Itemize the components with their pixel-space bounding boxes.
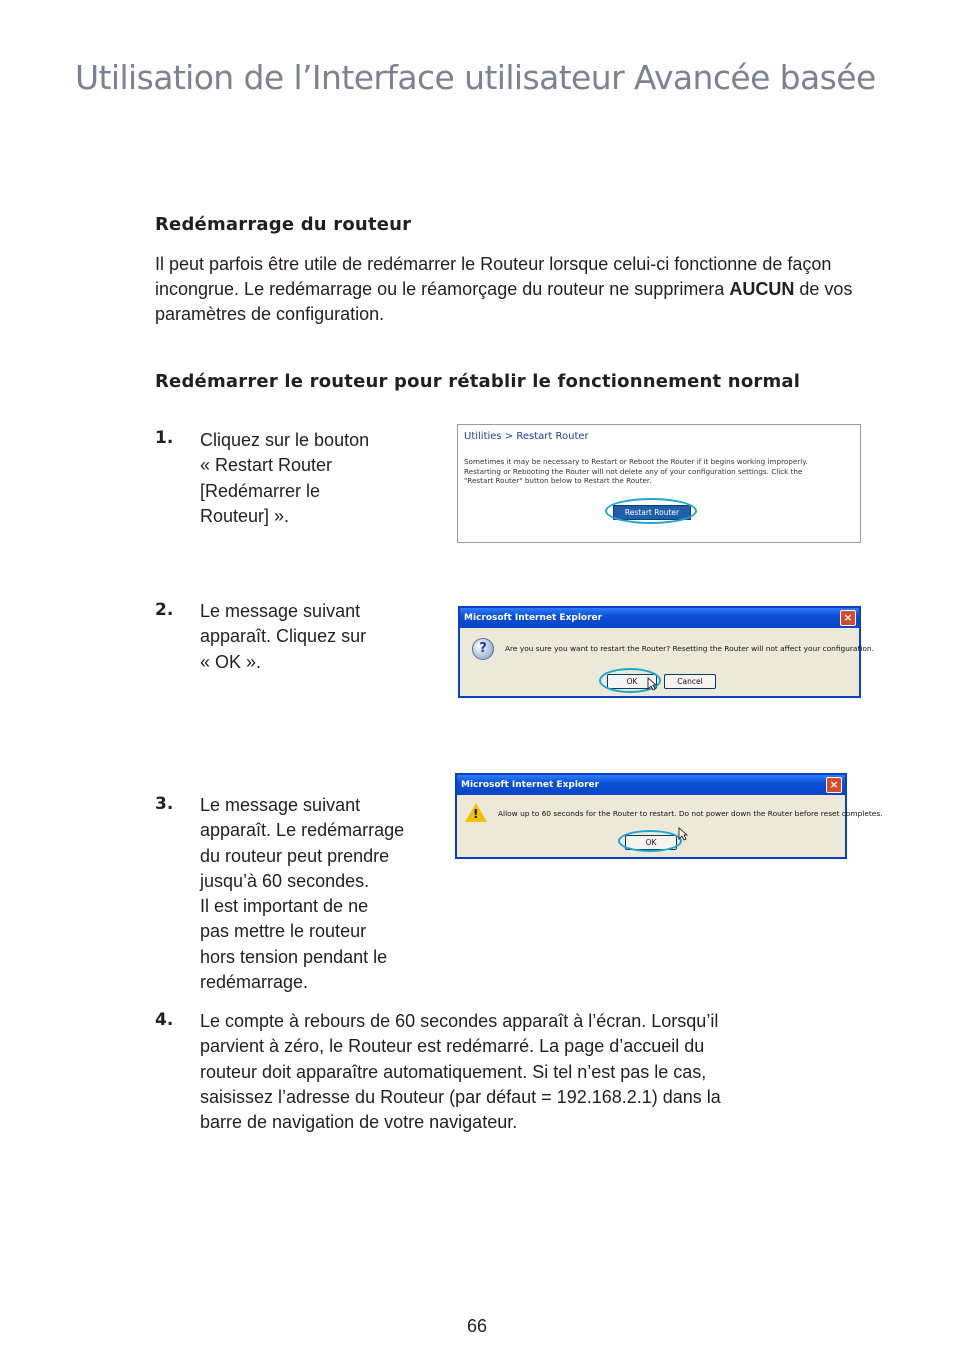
step-1-line: [Redémarrer le — [200, 480, 321, 501]
question-icon: ? — [472, 638, 494, 660]
utilities-description-line: "Restart Router" button below to Restart the Router. — [464, 476, 652, 485]
mouse-cursor-icon — [678, 827, 688, 841]
step-3-number: 3. — [155, 794, 174, 814]
intro-text-start: Il peut parfois être utile de redémarrer le Routeur lorsque celui-ci fonctionne de façon incongrue. Le redémarrage ou le réamorçage du routeur ne supprimera — [155, 254, 832, 299]
step-1-text — [200, 428, 369, 529]
restart-router-screenshot — [457, 424, 861, 543]
highlight-ring — [605, 498, 697, 524]
utilities-description-line: Restarting or Rebooting the Router will not delete any of your configuration settings. Click the — [464, 466, 803, 476]
highlight-ring — [618, 830, 682, 852]
dialog-titlebar: Microsoft Internet Explorer — [457, 775, 845, 795]
step-1-line: Cliquez sur le bouton — [200, 430, 370, 450]
step-4-line: saisissez l’adresse du Routeur (par défaut = 192.168.2.1) dans la — [200, 1086, 721, 1107]
utilities-description-line: Sometimes it may be necessary to Restart or Reboot the Router if it begins working improperly. — [464, 457, 808, 466]
mouse-cursor-icon — [647, 677, 657, 691]
step-2-line: apparaît. Cliquez sur — [200, 626, 367, 647]
page-title: Utilisation de l’Interface utilisateur Avancée basée — [75, 58, 876, 97]
utilities-description — [464, 457, 844, 486]
step-1-line: « Restart Router — [200, 455, 333, 476]
step-3-line: jusqu’à 60 secondes. — [200, 870, 370, 891]
step-3-line: Il est important de ne — [200, 896, 369, 917]
step-3-line: du routeur peut prendre — [200, 845, 390, 866]
step-1-line: Routeur] ». — [200, 505, 290, 526]
step-4-text — [200, 1009, 721, 1135]
intro-text-bold: AUCUN — [729, 279, 795, 299]
step-2-line: Le message suivant — [200, 601, 361, 621]
utilities-breadcrumb: Utilities > Restart Router — [464, 431, 589, 442]
dialog-titlebar: Microsoft Internet Explorer — [460, 608, 859, 628]
dialog-message: Allow up to 60 seconds for the Router to restart. Do not power down the Router before reset completes. — [498, 809, 883, 818]
step-1-number: 1. — [155, 428, 174, 448]
section-heading-restart: Redémarrage du routeur — [155, 214, 412, 235]
page-number: 66 — [466, 1316, 488, 1336]
ok-button[interactable]: OK — [625, 835, 677, 850]
step-2-number: 2. — [155, 600, 174, 620]
step-3-line: pas mettre le routeur — [200, 921, 367, 942]
close-icon[interactable]: × — [840, 610, 856, 626]
step-3-text — [200, 793, 404, 995]
step-3-line: Le message suivant — [200, 795, 361, 815]
step-3-line: apparaît. Le redémarrage — [200, 820, 405, 841]
close-icon[interactable]: × — [826, 777, 842, 793]
step-4-line: barre de navigation de votre navigateur. — [200, 1112, 518, 1133]
restart-router-button[interactable]: Restart Router — [613, 505, 691, 520]
step-2-text — [200, 599, 366, 675]
intro-paragraph — [155, 252, 855, 327]
restart-wait-dialog — [455, 773, 883, 859]
step-2-line: « OK ». — [200, 651, 262, 672]
step-4-line: parvient à zéro, le Routeur est redémarré. La page d’accueil du — [200, 1036, 705, 1057]
confirm-restart-dialog — [458, 606, 874, 698]
cancel-button[interactable]: Cancel — [664, 674, 716, 689]
step-4-line: routeur doit apparaître automatiquement. Si tel n’est pas le cas, — [200, 1061, 707, 1082]
step-4-number: 4. — [155, 1010, 174, 1030]
section-heading-restore: Redémarrer le routeur pour rétablir le fonctionnement normal — [155, 371, 801, 392]
step-4-line: Le compte à rebours de 60 secondes apparaît à l’écran. Lorsqu’il — [200, 1011, 719, 1031]
ok-button[interactable]: OK — [607, 674, 657, 689]
intro-text-end: de vos paramètres de configuration. — [155, 279, 853, 324]
warning-mark: ! — [473, 807, 479, 821]
step-3-line: redémarrage. — [200, 972, 309, 993]
dialog-message: Are you sure you want to restart the Router? Resetting the Router will not affect your configuration. — [505, 644, 874, 653]
step-3-line: hors tension pendant le — [200, 946, 388, 967]
